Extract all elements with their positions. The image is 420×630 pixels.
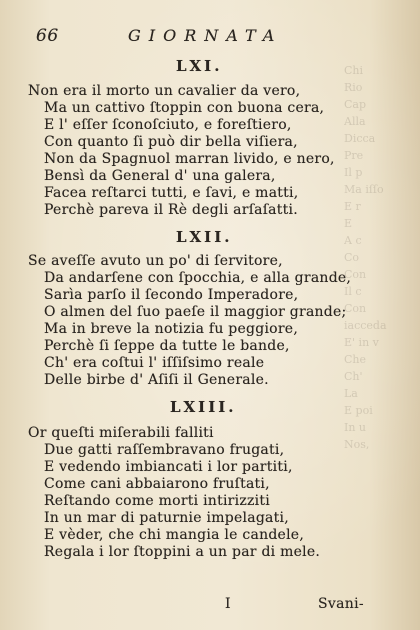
- verse-line: Non da Spagnuol marran livido, e nero,: [44, 151, 335, 167]
- signature-mark: I: [225, 596, 232, 612]
- running-title: GIORNATA: [128, 26, 283, 45]
- bleed-line: E poi: [344, 404, 373, 417]
- bleed-line: Alla: [344, 115, 366, 128]
- bleed-line: Rio: [344, 81, 363, 94]
- section-title-lxiii: LXIII.: [170, 398, 237, 416]
- page-number: 66: [36, 26, 59, 46]
- bleed-line: Ma iſſo: [344, 183, 384, 196]
- verse-line: Due gatti raſſembravano frugati,: [44, 442, 285, 458]
- verse-line: E vèder, che chi mangia le candele,: [44, 527, 305, 543]
- bleed-line: Pre: [344, 149, 364, 162]
- verse-line: Facea reſtarci tutti, e ſavi, e matti,: [44, 185, 299, 201]
- bleed-line: In u: [344, 421, 367, 434]
- stanza-lxi: [28, 83, 358, 219]
- bleed-line: Nos,: [344, 438, 370, 451]
- verse-line: Bensì da General d' una galera,: [44, 168, 276, 184]
- bleed-line: Chi: [344, 64, 364, 77]
- verse-line: Perchè pareva il Rè degli arſaſatti.: [44, 202, 298, 218]
- verse-line: Or queſti miſerabili falliti: [28, 425, 214, 441]
- verse-line: In un mar di paturnie impelagati,: [44, 510, 289, 526]
- section-title-lxii: LXII.: [176, 228, 233, 246]
- bleed-line: E: [344, 217, 353, 230]
- verse-line: O almen del ſuo paeſe il maggior grande;: [44, 304, 347, 320]
- verse-line: Delle birbe d' Aſiſi il Generale.: [44, 372, 269, 388]
- bleed-line: Che: [344, 353, 367, 366]
- verse-line: E l' eſſer ſconoſciuto, e foreſtiero,: [44, 117, 292, 133]
- bleed-line: Il p: [344, 166, 363, 179]
- verse-line: Se aveſſe avuto un po' di ſervitore,: [28, 253, 283, 269]
- bleed-line: Il c: [344, 285, 362, 298]
- bleed-line: Ch': [344, 370, 363, 383]
- verse-line: Perchè ſi ſeppe da tutte le bande,: [44, 338, 290, 354]
- verse-line: E vedendo imbiancati i lor partiti,: [44, 459, 293, 475]
- verse-line: Non era il morto un cavalier da vero,: [28, 83, 301, 99]
- verse-line: Ma in breve la notizia fu peggiore,: [44, 321, 299, 337]
- verse-line: Con quanto ſi può dir bella viſiera,: [44, 134, 298, 150]
- bleed-line: Co: [344, 251, 360, 264]
- bleed-line: Con iacceda: [344, 302, 387, 332]
- page-header: [36, 26, 356, 46]
- catchword: Svani-: [318, 596, 364, 612]
- bleed-line: Con: [344, 268, 367, 281]
- verse-line: Ma un cattivo ſtoppin con buona cera,: [44, 100, 325, 116]
- verse-line: Regala i lor ſtoppini a un par di mele.: [44, 544, 321, 560]
- verse-line: Da andarſene con ſpocchia, e alla grande,: [44, 270, 352, 286]
- bleed-line: La: [344, 387, 358, 400]
- stanza-lxii: [28, 253, 358, 389]
- verse-line: Come cani abbaiarono fruſtati,: [44, 476, 270, 492]
- verse-line: Ch' era coſtui l' iſſiſsimo reale: [44, 355, 265, 371]
- bleed-line: E r: [344, 200, 361, 213]
- verse-line: Reſtando come morti intirizziti: [44, 493, 270, 509]
- stanza-lxiii: [28, 425, 358, 561]
- bleed-line: Cap: [344, 98, 367, 111]
- bleed-line: Dicca: [344, 132, 376, 145]
- bleed-line: A c: [344, 234, 362, 247]
- bleed-line: E' in v: [344, 336, 379, 349]
- section-title-lxi: LXI.: [176, 57, 223, 75]
- verse-line: Sarìa parſo il ſecondo Imperadore,: [44, 287, 299, 303]
